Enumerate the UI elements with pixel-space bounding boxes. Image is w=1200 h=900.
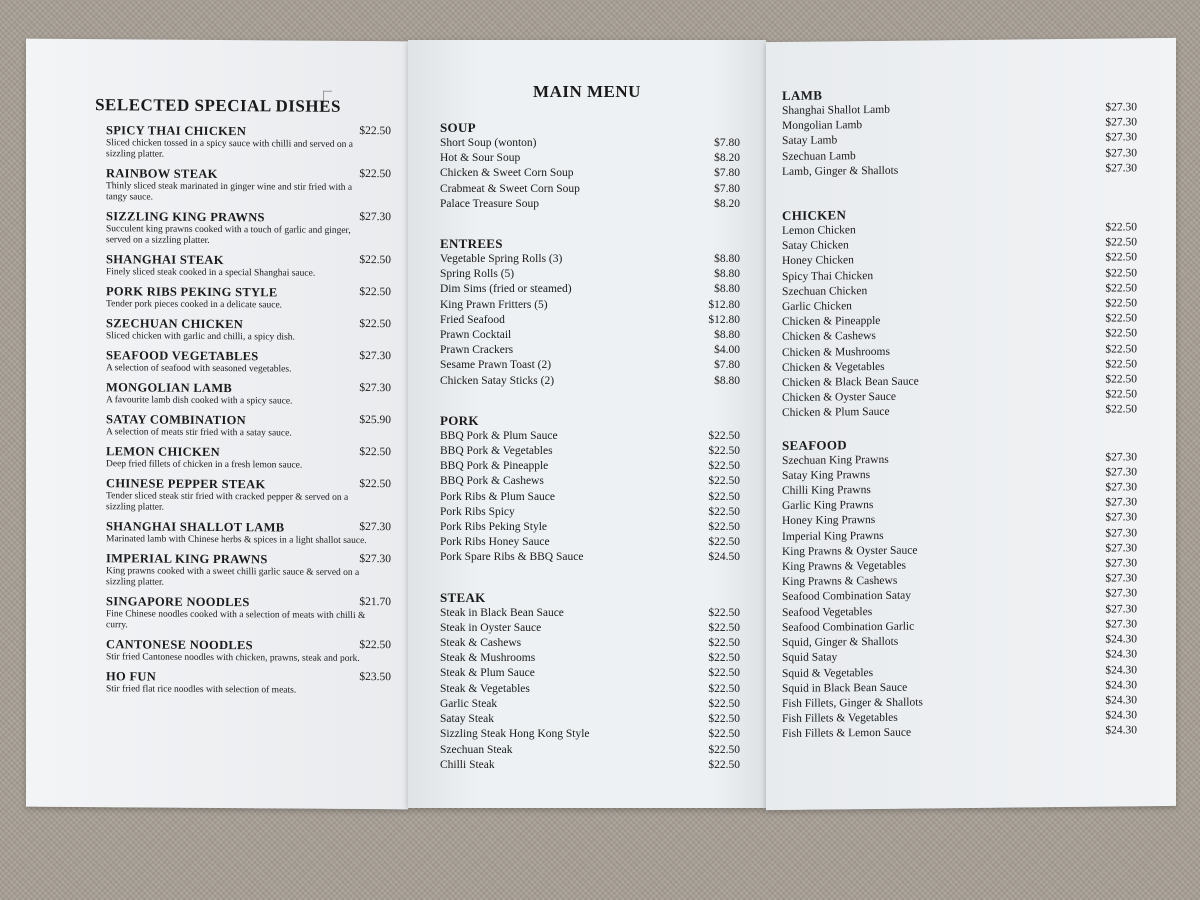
menu-item-row — [440, 298, 740, 313]
special-dish-item — [106, 316, 391, 344]
menu-sheet — [26, 40, 1176, 808]
menu-item-row — [440, 343, 740, 358]
menu-item-price: $27.30 — [1105, 162, 1137, 175]
menu-item-name: Satay Lamb — [782, 134, 838, 148]
menu-item-price: $22.50 — [1105, 327, 1137, 341]
menu-item-name: Chicken Satay Sticks (2) — [440, 374, 555, 387]
special-dish-description: Stir fried Cantonese noodles with chicken, prawns, steak and pork. — [106, 652, 360, 664]
main-menu-title: MAIN MENU — [533, 82, 641, 101]
panel-meat-seafood — [766, 38, 1176, 810]
menu-item-price: $24.30 — [1105, 648, 1137, 661]
menu-item-price: $24.30 — [1105, 709, 1137, 722]
menu-item-name: Seafood Combination Garlic — [782, 620, 915, 634]
special-dish-name: PORK RIBS PEKING STYLE — [106, 284, 278, 300]
special-dish-name: SZECHUAN CHICKEN — [106, 316, 244, 332]
menu-item-row — [440, 520, 740, 535]
special-dish-item — [106, 209, 391, 248]
section-title: STEAK — [440, 589, 486, 605]
right-menu-sections — [782, 84, 1137, 742]
menu-item-name: Spring Rolls (5) — [440, 268, 515, 281]
menu-item-price: $8.80 — [714, 329, 740, 342]
menu-item-name: Szechuan Lamb — [782, 149, 856, 163]
special-dish-item — [106, 551, 391, 590]
menu-item-price: $27.30 — [1105, 511, 1137, 525]
menu-item-price: $27.30 — [1105, 526, 1137, 540]
menu-item-name: Prawn Crackers — [440, 344, 514, 357]
menu-item-name: Pork Ribs Spicy — [440, 505, 515, 518]
section-items — [440, 606, 740, 773]
menu-section — [782, 204, 1137, 421]
panel-special-dishes — [26, 39, 408, 810]
menu-item-name: Hot & Sour Soup — [440, 152, 521, 165]
menu-item-price: $24.30 — [1105, 724, 1137, 737]
menu-item-price: $22.50 — [708, 621, 740, 634]
section-title: SEAFOOD — [782, 436, 847, 453]
menu-item-price: $22.50 — [708, 475, 740, 488]
special-dish-description: A selection of seafood with seasoned vegetables. — [106, 363, 292, 375]
menu-item-price: $22.50 — [708, 606, 740, 619]
menu-item-price: $22.50 — [708, 667, 740, 680]
menu-item-row — [440, 651, 740, 666]
special-dish-item — [106, 637, 391, 665]
menu-item-row — [440, 636, 740, 651]
menu-item-name: Chicken & Pineapple — [782, 315, 881, 329]
section-title: LAMB — [782, 87, 823, 103]
menu-item-name: Mongolian Lamb — [782, 119, 863, 133]
menu-item-price: $22.50 — [1105, 236, 1137, 249]
menu-item-name: Steak & Mushrooms — [440, 652, 536, 665]
menu-item-name: Fish Fillets & Vegetables — [782, 711, 898, 726]
special-dish-price: $27.30 — [359, 349, 391, 363]
special-dish-price: $23.50 — [359, 670, 391, 684]
special-dish-description: Sliced chicken tossed in a spicy sauce with chilli and served on a sizzling platter. — [106, 138, 353, 160]
menu-item-row — [782, 161, 1137, 180]
menu-item-row — [440, 490, 740, 505]
menu-item-price: $12.80 — [708, 313, 740, 326]
menu-item-name: Lemon Chicken — [782, 224, 856, 237]
menu-item-name: Lamb, Ginger & Shallots — [782, 164, 899, 178]
menu-item-row — [440, 606, 740, 621]
menu-item-name: Pork Ribs & Plum Sauce — [440, 490, 556, 503]
special-dish-description: Marinated lamb with Chinese herbs & spices in a light shallot sauce. — [106, 534, 367, 547]
menu-item-price: $27.30 — [1105, 587, 1137, 601]
menu-item-row — [440, 197, 740, 212]
menu-item-row — [440, 666, 740, 681]
menu-item-name: Squid & Vegetables — [782, 666, 874, 680]
menu-item-price: $27.30 — [1105, 542, 1137, 555]
menu-item-name: Short Soup (wonton) — [440, 137, 537, 149]
special-dish-item — [106, 284, 391, 312]
menu-section — [440, 590, 740, 773]
menu-item-price: $27.30 — [1105, 466, 1137, 479]
menu-item-row — [440, 252, 740, 267]
menu-item-name: King Prawns & Vegetables — [782, 559, 907, 574]
special-dish-name: RAINBOW STEAK — [106, 166, 218, 182]
menu-item-price: $27.30 — [1105, 618, 1137, 631]
menu-section — [440, 120, 740, 212]
menu-item-price: $22.50 — [708, 743, 740, 756]
special-dish-name: HO FUN — [106, 669, 157, 684]
special-dish-item — [106, 252, 391, 280]
menu-item-price: $12.80 — [708, 298, 740, 311]
menu-item-row — [440, 727, 740, 742]
menu-item-price: $24.50 — [708, 551, 740, 564]
special-dish-name: SATAY COMBINATION — [106, 412, 246, 428]
menu-item-row — [440, 758, 740, 773]
menu-item-name: Steak & Cashews — [440, 637, 522, 650]
special-dish-price: $22.50 — [359, 124, 391, 138]
menu-item-price: $27.30 — [1105, 131, 1137, 144]
menu-section — [782, 434, 1137, 743]
menu-item-row — [440, 313, 740, 328]
menu-item-price: $7.80 — [714, 359, 740, 372]
menu-item-price: $27.30 — [1105, 481, 1137, 494]
menu-item-row — [440, 429, 740, 444]
special-dish-price: $25.90 — [359, 413, 391, 427]
menu-item-row — [440, 459, 740, 474]
menu-section — [440, 413, 740, 566]
menu-item-name: Satay Steak — [440, 713, 494, 726]
section-title: ENTREES — [440, 236, 503, 252]
special-dish-name: SIZZLING KING PRAWNS — [106, 209, 265, 225]
menu-item-price: $8.80 — [714, 253, 740, 266]
menu-item-row — [440, 328, 740, 343]
menu-item-name: Honey King Prawns — [782, 514, 876, 528]
menu-item-name: Imperial King Prawns — [782, 529, 884, 543]
menu-item-price: $7.80 — [714, 182, 740, 195]
menu-item-name: Garlic Steak — [440, 697, 498, 710]
menu-item-row — [440, 474, 740, 489]
menu-item-name: Squid in Black Bean Sauce — [782, 681, 908, 695]
menu-item-row — [440, 505, 740, 520]
menu-item-row — [440, 374, 740, 389]
menu-item-name: Chicken & Oyster Sauce — [782, 391, 897, 405]
menu-item-name: King Prawn Fritters (5) — [440, 298, 548, 311]
menu-item-name: Seafood Combination Satay — [782, 590, 912, 604]
menu-item-price: $8.20 — [714, 152, 740, 165]
special-dish-item — [106, 348, 391, 376]
menu-item-price: $22.50 — [708, 490, 740, 503]
menu-item-name: BBQ Pork & Vegetables — [440, 445, 553, 458]
menu-item-row — [440, 550, 740, 565]
menu-item-row — [440, 358, 740, 373]
menu-item-name: Fish Fillets & Lemon Sauce — [782, 726, 912, 741]
menu-item-price: $4.00 — [714, 344, 740, 357]
special-dish-item — [106, 669, 391, 697]
special-dish-name: SEAFOOD VEGETABLES — [106, 348, 259, 364]
menu-item-price: $22.50 — [708, 445, 740, 458]
menu-item-row — [440, 267, 740, 282]
special-dish-description: Stir fried flat rice noodles with selection of meats. — [106, 684, 297, 696]
menu-item-name: Spicy Thai Chicken — [782, 269, 874, 283]
special-dish-item — [106, 594, 391, 633]
menu-item-price: $22.50 — [708, 429, 740, 442]
menu-item-name: Pork Ribs Honey Sauce — [440, 536, 550, 549]
menu-item-row — [782, 724, 1137, 743]
special-dish-price: $22.50 — [359, 167, 391, 181]
menu-item-price: $22.50 — [708, 536, 740, 549]
menu-item-name: Prawn Cocktail — [440, 329, 512, 342]
menu-item-name: Pork Ribs Peking Style — [440, 521, 548, 534]
menu-item-name: King Prawns & Oyster Sauce — [782, 544, 918, 558]
menu-item-name: Satay King Prawns — [782, 468, 871, 482]
special-dish-description: A selection of meats stir fried with a satay sauce. — [106, 427, 292, 439]
special-dish-name: CHINESE PEPPER STEAK — [106, 476, 266, 492]
menu-item-name: King Prawns & Cashews — [782, 575, 898, 589]
menu-item-price: $22.50 — [1105, 297, 1137, 310]
special-dish-description: Deep fried fillets of chicken in a fresh lemon sauce. — [106, 459, 303, 471]
menu-item-price: $22.50 — [1105, 403, 1137, 417]
menu-item-name: Vegetable Spring Rolls (3) — [440, 253, 563, 266]
menu-item-name: Szechuan King Prawns — [782, 453, 889, 467]
menu-item-name: Chicken & Vegetables — [782, 360, 885, 374]
special-dish-description: Tender pork pieces cooked in a delicate sauce. — [106, 299, 283, 311]
menu-item-name: Fish Fillets, Ginger & Shallots — [782, 696, 923, 710]
menu-item-name: Steak in Oyster Sauce — [440, 621, 542, 634]
menu-item-price: $22.50 — [1105, 266, 1137, 280]
special-dish-item — [106, 519, 391, 547]
special-dish-item — [106, 123, 391, 162]
menu-item-name: Fried Seafood — [440, 313, 505, 326]
menu-item-name: Palace Treasure Soup — [440, 197, 540, 210]
menu-item-name: Chicken & Plum Sauce — [782, 406, 890, 420]
special-dish-price: $27.30 — [359, 552, 391, 566]
section-items — [782, 450, 1137, 743]
menu-item-price: $22.50 — [1105, 312, 1137, 325]
section-items — [440, 136, 740, 212]
special-dish-price: $22.50 — [359, 285, 391, 299]
menu-item-price: $22.50 — [1105, 282, 1137, 295]
menu-item-name: Seafood Vegetables — [782, 605, 873, 619]
menu-section — [440, 236, 740, 389]
menu-item-price: $8.80 — [714, 268, 740, 281]
special-dish-item — [106, 166, 391, 205]
menu-section — [782, 84, 1137, 180]
menu-item-price: $22.50 — [1105, 342, 1137, 356]
menu-item-price: $22.50 — [1105, 373, 1137, 386]
menu-item-row — [440, 166, 740, 181]
menu-item-name: Chicken & Mushrooms — [782, 345, 890, 359]
menu-item-price: $22.50 — [708, 637, 740, 650]
menu-item-row — [440, 535, 740, 550]
special-dishes-list — [106, 123, 391, 703]
menu-item-name: Squid Satay — [782, 651, 838, 665]
menu-item-name: Garlic Chicken — [782, 300, 852, 314]
menu-item-price: $22.50 — [708, 460, 740, 473]
menu-item-name: Steak & Vegetables — [440, 682, 530, 695]
section-items — [440, 429, 740, 566]
menu-item-price: $27.30 — [1105, 450, 1137, 464]
special-dish-name: MONGOLIAN LAMB — [106, 380, 233, 396]
special-dish-name: SPICY THAI CHICKEN — [106, 123, 247, 139]
menu-item-name: Szechuan Chicken — [782, 284, 868, 298]
special-dish-description: Sliced chicken with garlic and chilli, a spicy dish. — [106, 331, 295, 343]
menu-item-name: Pork Spare Ribs & BBQ Sauce — [440, 551, 584, 564]
menu-item-name: Szechuan Steak — [440, 743, 513, 756]
menu-item-name: Shanghai Shallot Lamb — [782, 103, 890, 117]
menu-item-name: Sesame Prawn Toast (2) — [440, 359, 552, 372]
menu-item-name: Chilli Steak — [440, 758, 495, 771]
menu-item-price: $7.80 — [714, 137, 740, 149]
menu-item-row — [440, 743, 740, 758]
menu-item-price: $27.30 — [1105, 496, 1137, 509]
special-dish-description: Succulent king prawns cooked with a touch of garlic and ginger, served on a sizzling platter. — [106, 224, 351, 246]
menu-item-price: $27.30 — [1105, 116, 1137, 129]
menu-item-price: $27.30 — [1105, 602, 1137, 616]
menu-item-name: Sizzling Steak Hong Kong Style — [440, 728, 590, 741]
menu-item-price: $22.50 — [708, 505, 740, 518]
menu-item-price: $22.50 — [708, 758, 740, 771]
section-title: SOUP — [440, 120, 476, 135]
menu-item-price: $22.50 — [708, 697, 740, 710]
menu-item-price: $22.50 — [708, 652, 740, 665]
special-dish-price: $27.30 — [359, 520, 391, 534]
menu-item-price: $8.20 — [714, 197, 740, 210]
menu-item-price: $22.50 — [1105, 388, 1137, 401]
special-dish-name: CANTONESE NOODLES — [106, 637, 253, 653]
menu-item-price: $22.50 — [1105, 358, 1137, 371]
special-dish-item — [106, 444, 391, 472]
menu-item-row — [440, 621, 740, 636]
menu-item-price: $27.30 — [1105, 572, 1137, 585]
menu-item-row — [440, 444, 740, 459]
special-dishes-title: SELECTED SPECIAL DISHES — [95, 95, 341, 116]
menu-item-name: BBQ Pork & Pineapple — [440, 460, 549, 473]
special-dish-price: $27.30 — [359, 381, 391, 395]
panel-main-menu — [408, 40, 766, 808]
menu-item-row — [782, 403, 1137, 422]
special-dish-name: SHANGHAI STEAK — [106, 252, 224, 268]
special-dish-price: $22.50 — [359, 638, 391, 652]
menu-item-row — [440, 136, 740, 151]
special-dish-description: Fine Chinese noodles cooked with a selection of meats with chilli & curry. — [106, 609, 366, 631]
menu-item-price: $8.80 — [714, 283, 740, 296]
menu-item-price: $22.50 — [1105, 221, 1137, 234]
special-dish-description: A favourite lamb dish cooked with a spicy sauce. — [106, 395, 293, 407]
special-dish-name: SINGAPORE NOODLES — [106, 594, 250, 610]
main-menu-sections — [440, 120, 740, 773]
special-dish-price: $21.70 — [359, 595, 391, 609]
menu-item-price: $27.30 — [1105, 101, 1137, 114]
section-items — [782, 100, 1137, 180]
special-dish-name: SHANGHAI SHALLOT LAMB — [106, 519, 285, 535]
menu-item-price: $22.50 — [708, 682, 740, 695]
section-title: PORK — [440, 412, 479, 428]
menu-item-row — [440, 712, 740, 727]
menu-item-name: Garlic King Prawns — [782, 499, 874, 513]
special-dish-price: $22.50 — [359, 445, 391, 459]
menu-item-price: $22.50 — [708, 728, 740, 741]
menu-item-price: $24.30 — [1105, 678, 1137, 692]
menu-item-price: $22.50 — [708, 713, 740, 726]
menu-item-row — [440, 282, 740, 297]
menu-item-row — [440, 682, 740, 697]
menu-item-name: Chilli King Prawns — [782, 484, 871, 498]
menu-item-name: Steak in Black Bean Sauce — [440, 606, 564, 619]
special-dish-price: $22.50 — [359, 253, 391, 267]
menu-item-name: Dim Sims (fried or steamed) — [440, 283, 572, 296]
menu-item-name: BBQ Pork & Cashews — [440, 475, 544, 488]
menu-item-row — [440, 697, 740, 712]
special-dish-price: $27.30 — [359, 210, 391, 224]
section-title: CHICKEN — [782, 207, 847, 223]
menu-item-price: $27.30 — [1105, 557, 1137, 570]
menu-item-name: Squid, Ginger & Shallots — [782, 635, 899, 650]
menu-item-name: BBQ Pork & Plum Sauce — [440, 429, 558, 442]
special-dish-description: King prawns cooked with a sweet chilli garlic sauce & served on a sizzling platter. — [106, 566, 360, 588]
special-dish-description: Finely sliced steak cooked in a special Shanghai sauce. — [106, 267, 316, 279]
special-dish-name: LEMON CHICKEN — [106, 444, 220, 460]
menu-item-name: Chicken & Black Bean Sauce — [782, 375, 919, 390]
menu-item-name: Chicken & Cashews — [782, 330, 876, 344]
menu-item-price: $22.50 — [708, 521, 740, 534]
menu-item-row — [440, 182, 740, 197]
special-dish-item — [106, 412, 391, 440]
special-dish-item — [106, 380, 391, 408]
special-dish-name: IMPERIAL KING PRAWNS — [106, 551, 268, 567]
menu-item-price: $24.30 — [1105, 663, 1137, 677]
special-dish-description: Thinly sliced steak marinated in ginger wine and stir fried with a tangy sauce. — [106, 181, 353, 203]
special-dish-price: $22.50 — [359, 317, 391, 331]
menu-item-name: Steak & Plum Sauce — [440, 667, 535, 680]
menu-item-name: Crabmeat & Sweet Corn Soup — [440, 182, 580, 195]
section-items — [440, 252, 740, 389]
menu-item-name: Satay Chicken — [782, 239, 849, 253]
menu-item-price: $8.80 — [714, 374, 740, 387]
menu-item-row — [440, 151, 740, 166]
menu-item-name: Chicken & Sweet Corn Soup — [440, 167, 574, 180]
menu-item-name: Honey Chicken — [782, 254, 854, 268]
special-dish-item — [106, 476, 391, 515]
special-dish-description: Tender sliced steak stir fried with cracked pepper & served on a sizzling platter. — [106, 491, 349, 513]
menu-item-price: $27.30 — [1105, 146, 1137, 160]
section-items — [782, 220, 1137, 421]
menu-item-price: $22.50 — [1105, 251, 1137, 265]
menu-item-price: $24.30 — [1105, 694, 1137, 707]
menu-item-price: $24.30 — [1105, 633, 1137, 646]
menu-item-price: $7.80 — [714, 167, 740, 180]
special-dish-price: $22.50 — [359, 477, 391, 491]
